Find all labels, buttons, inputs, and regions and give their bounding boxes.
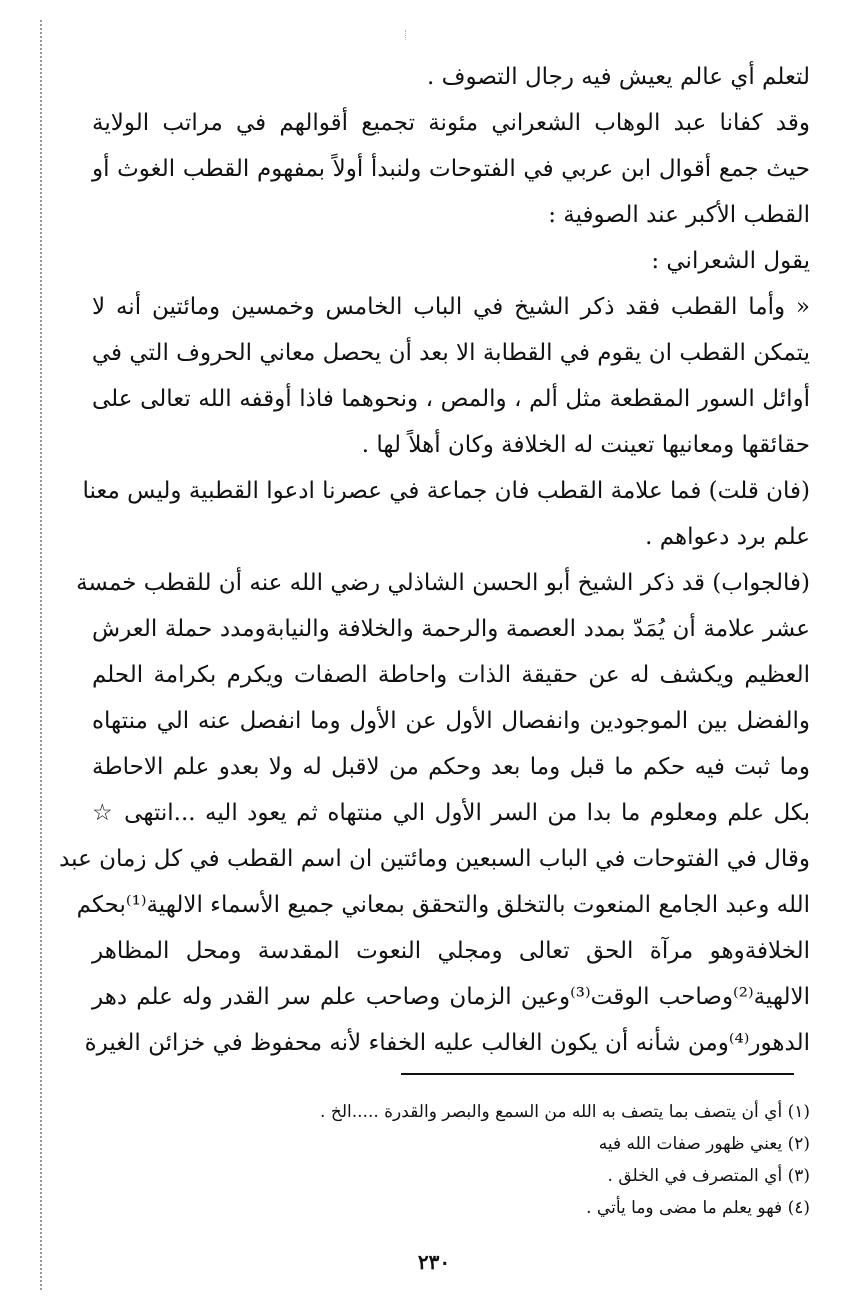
footnote-2: (٢) يعني ظهور صفات الله فيه xyxy=(598,1134,810,1154)
footnotes xyxy=(190,1096,810,1224)
text-line: « وأما القطب فقد ذكر الشيخ في الباب الخامس وخمسين ومائتين أنه لا xyxy=(92,294,810,320)
text-line: أوائل السور المقطعة مثل ألم ، والمص ، ونحوهما فاذا أوقفه الله تعالى على xyxy=(92,386,810,412)
text-line: والفضل بين الموجودين وانفصال الأول عن الأول وما انفصل عنه الي منتهاه xyxy=(92,708,810,734)
footnote-4: (٤) فهو يعلم ما مضى وما يأتي . xyxy=(586,1198,810,1218)
text-line: الالهية⁽²⁾وصاحب الوقت⁽³⁾وعين الزمان وصاحب علم سر القدر وله علم دهر xyxy=(92,984,810,1010)
text-line: وما ثبت فيه حكم ما قبل وما بعد وحكم من لاقبل له ولا بعدو علم الاحاطة xyxy=(92,754,810,780)
text-line: (فالجواب) قد ذكر الشيخ أبو الحسن الشاذلي رضي الله عنه أن للقطب خمسة xyxy=(76,570,810,596)
page-number: ٢٣٠ xyxy=(417,1250,451,1274)
text-line: علم برد دعواهم . xyxy=(645,524,810,550)
scan-margin-dotted-line xyxy=(40,20,42,1290)
footnote-3: (٣) أي المتصرف في الخلق . xyxy=(607,1166,810,1186)
text-line: العظيم ويكشف له عن حقيقة الذات واحاطة الصفات ويكرم بكرامة الحلم xyxy=(92,662,810,688)
main-text xyxy=(59,54,810,1066)
text-line: حيث جمع أقوال ابن عربي في الفتوحات ولنبدأ أولاً بمفهوم القطب الغوث أو xyxy=(92,156,810,182)
text-line: يتمكن القطب ان يقوم في القطابة الا بعد أن يحصل معاني الحروف التي في xyxy=(91,340,810,366)
text-line: القطب الأكبر عند الصوفية : xyxy=(548,202,810,228)
text-line: الخلافةوهو مرآة الحق تعالى ومجلي النعوت المقدسة ومحل المظاهر xyxy=(92,938,810,964)
text-line: الله وعبد الجامع المنعوت بالتخلق والتحقق بمعاني جميع الأسماء الالهية⁽¹⁾بحكم xyxy=(76,892,810,918)
text-line: لتعلم أي عالم يعيش فيه رجال التصوف . xyxy=(427,64,810,90)
text-line: يقول الشعراني : xyxy=(651,248,810,274)
footnote-divider xyxy=(401,1073,794,1075)
text-line: الدهور⁽⁴⁾ومن شأنه أن يكون الغالب عليه الخفاء لأنه محفوظ في خزائن الغيرة xyxy=(84,1030,810,1056)
text-line: بكل علم ومعلوم ما بدا من السر الأول الي منتهاه ثم يعود اليه ...انتهى ☆ xyxy=(92,800,810,826)
text-line: حقائقها ومعانيها تعينت له الخلافة وكان أهلاً لها . xyxy=(361,432,810,458)
text-line: وقد كفانا عبد الوهاب الشعراني مئونة تجميع أقوالهم في مراتب الولاية xyxy=(92,110,810,136)
scan-speck xyxy=(405,30,406,40)
text-line: عشر علامة أن يُمَدّ بمدد العصمة والرحمة والخلافة والنيابةومدد حملة العرش xyxy=(92,616,810,642)
text-line: (فان قلت) فما علامة القطب فان جماعة في عصرنا ادعوا القطبية وليس معنا xyxy=(82,478,810,504)
text-line: وقال في الفتوحات في الباب السبعين ومائتين ان اسم القطب في كل زمان عبد xyxy=(59,846,810,872)
footnote-1: (١) أي أن يتصف بما يتصف به الله من السمع والبصر والقدرة .....الخ . xyxy=(320,1102,810,1122)
